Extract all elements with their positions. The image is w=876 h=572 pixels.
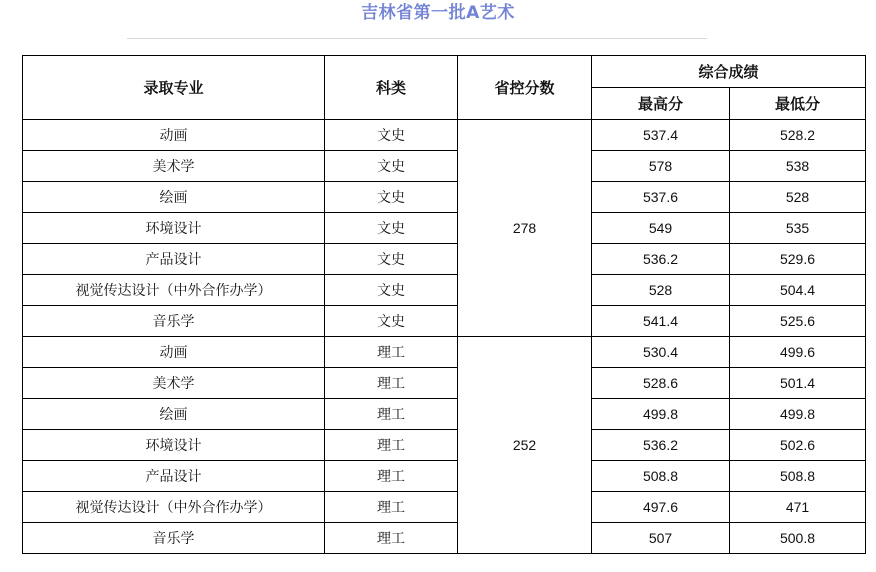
table-row [23,244,866,275]
cell-highest: 499.8 [592,399,730,430]
cell-category: 文史 [325,120,458,151]
cell-category: 理工 [325,430,458,461]
table-row [23,151,866,182]
cell-category: 文史 [325,306,458,337]
cell-highest: 508.8 [592,461,730,492]
cell-highest: 536.2 [592,244,730,275]
cell-highest: 528 [592,275,730,306]
cell-major: 视觉传达设计（中外合作办学） [23,275,325,306]
cell-major: 绘画 [23,399,325,430]
cell-control-line: 278 [458,120,592,337]
cell-highest: 537.4 [592,120,730,151]
cell-category: 文史 [325,275,458,306]
cell-major: 环境设计 [23,213,325,244]
cell-highest: 536.2 [592,430,730,461]
header-major: 录取专业 [23,56,325,120]
cell-category: 文史 [325,182,458,213]
cell-highest: 507 [592,523,730,554]
table-row [23,399,866,430]
cell-highest: 541.4 [592,306,730,337]
header-lowest-score: 最低分 [730,88,866,120]
cell-major: 绘画 [23,182,325,213]
cell-category: 理工 [325,337,458,368]
cell-control-line: 252 [458,337,592,554]
table-row [23,213,866,244]
cell-category: 理工 [325,368,458,399]
cell-lowest: 501.4 [730,368,866,399]
table-row [23,337,866,368]
cell-major: 美术学 [23,368,325,399]
cell-lowest: 535 [730,213,866,244]
cell-highest: 497.6 [592,492,730,523]
cell-category: 理工 [325,492,458,523]
table-row [23,368,866,399]
cell-major: 美术学 [23,151,325,182]
cell-category: 理工 [325,461,458,492]
cell-category: 文史 [325,244,458,275]
page-title: 吉林省第一批A艺术 [361,3,515,23]
cell-category: 理工 [325,399,458,430]
cell-category: 理工 [325,523,458,554]
cell-lowest: 538 [730,151,866,182]
table-row [23,182,866,213]
table-row [23,275,866,306]
cell-lowest: 504.4 [730,275,866,306]
cell-major: 音乐学 [23,523,325,554]
cell-major: 动画 [23,337,325,368]
cell-major: 音乐学 [23,306,325,337]
cell-lowest: 525.6 [730,306,866,337]
cell-highest: 578 [592,151,730,182]
cell-major: 产品设计 [23,244,325,275]
table-row [23,492,866,523]
header-composite-score: 综合成绩 [592,56,866,88]
cell-major: 环境设计 [23,430,325,461]
table-row [23,523,866,554]
cell-lowest: 528.2 [730,120,866,151]
header-category: 科类 [325,56,458,120]
title-divider [127,38,707,39]
cell-lowest: 528 [730,182,866,213]
header-highest-score: 最高分 [592,88,730,120]
cell-lowest: 500.8 [730,523,866,554]
cell-lowest: 529.6 [730,244,866,275]
cell-highest: 537.6 [592,182,730,213]
cell-lowest: 499.8 [730,399,866,430]
cell-major: 视觉传达设计（中外合作办学） [23,492,325,523]
cell-lowest: 471 [730,492,866,523]
admission-scores-table [22,55,866,554]
cell-highest: 549 [592,213,730,244]
table-row [23,430,866,461]
table-row [23,461,866,492]
table-body [23,120,866,554]
cell-category: 文史 [325,151,458,182]
header-control-line: 省控分数 [458,56,592,120]
table-row [23,120,866,151]
cell-category: 文史 [325,213,458,244]
cell-lowest: 508.8 [730,461,866,492]
cell-highest: 530.4 [592,337,730,368]
cell-major: 动画 [23,120,325,151]
cell-lowest: 499.6 [730,337,866,368]
table-row [23,306,866,337]
cell-highest: 528.6 [592,368,730,399]
cell-lowest: 502.6 [730,430,866,461]
cell-major: 产品设计 [23,461,325,492]
